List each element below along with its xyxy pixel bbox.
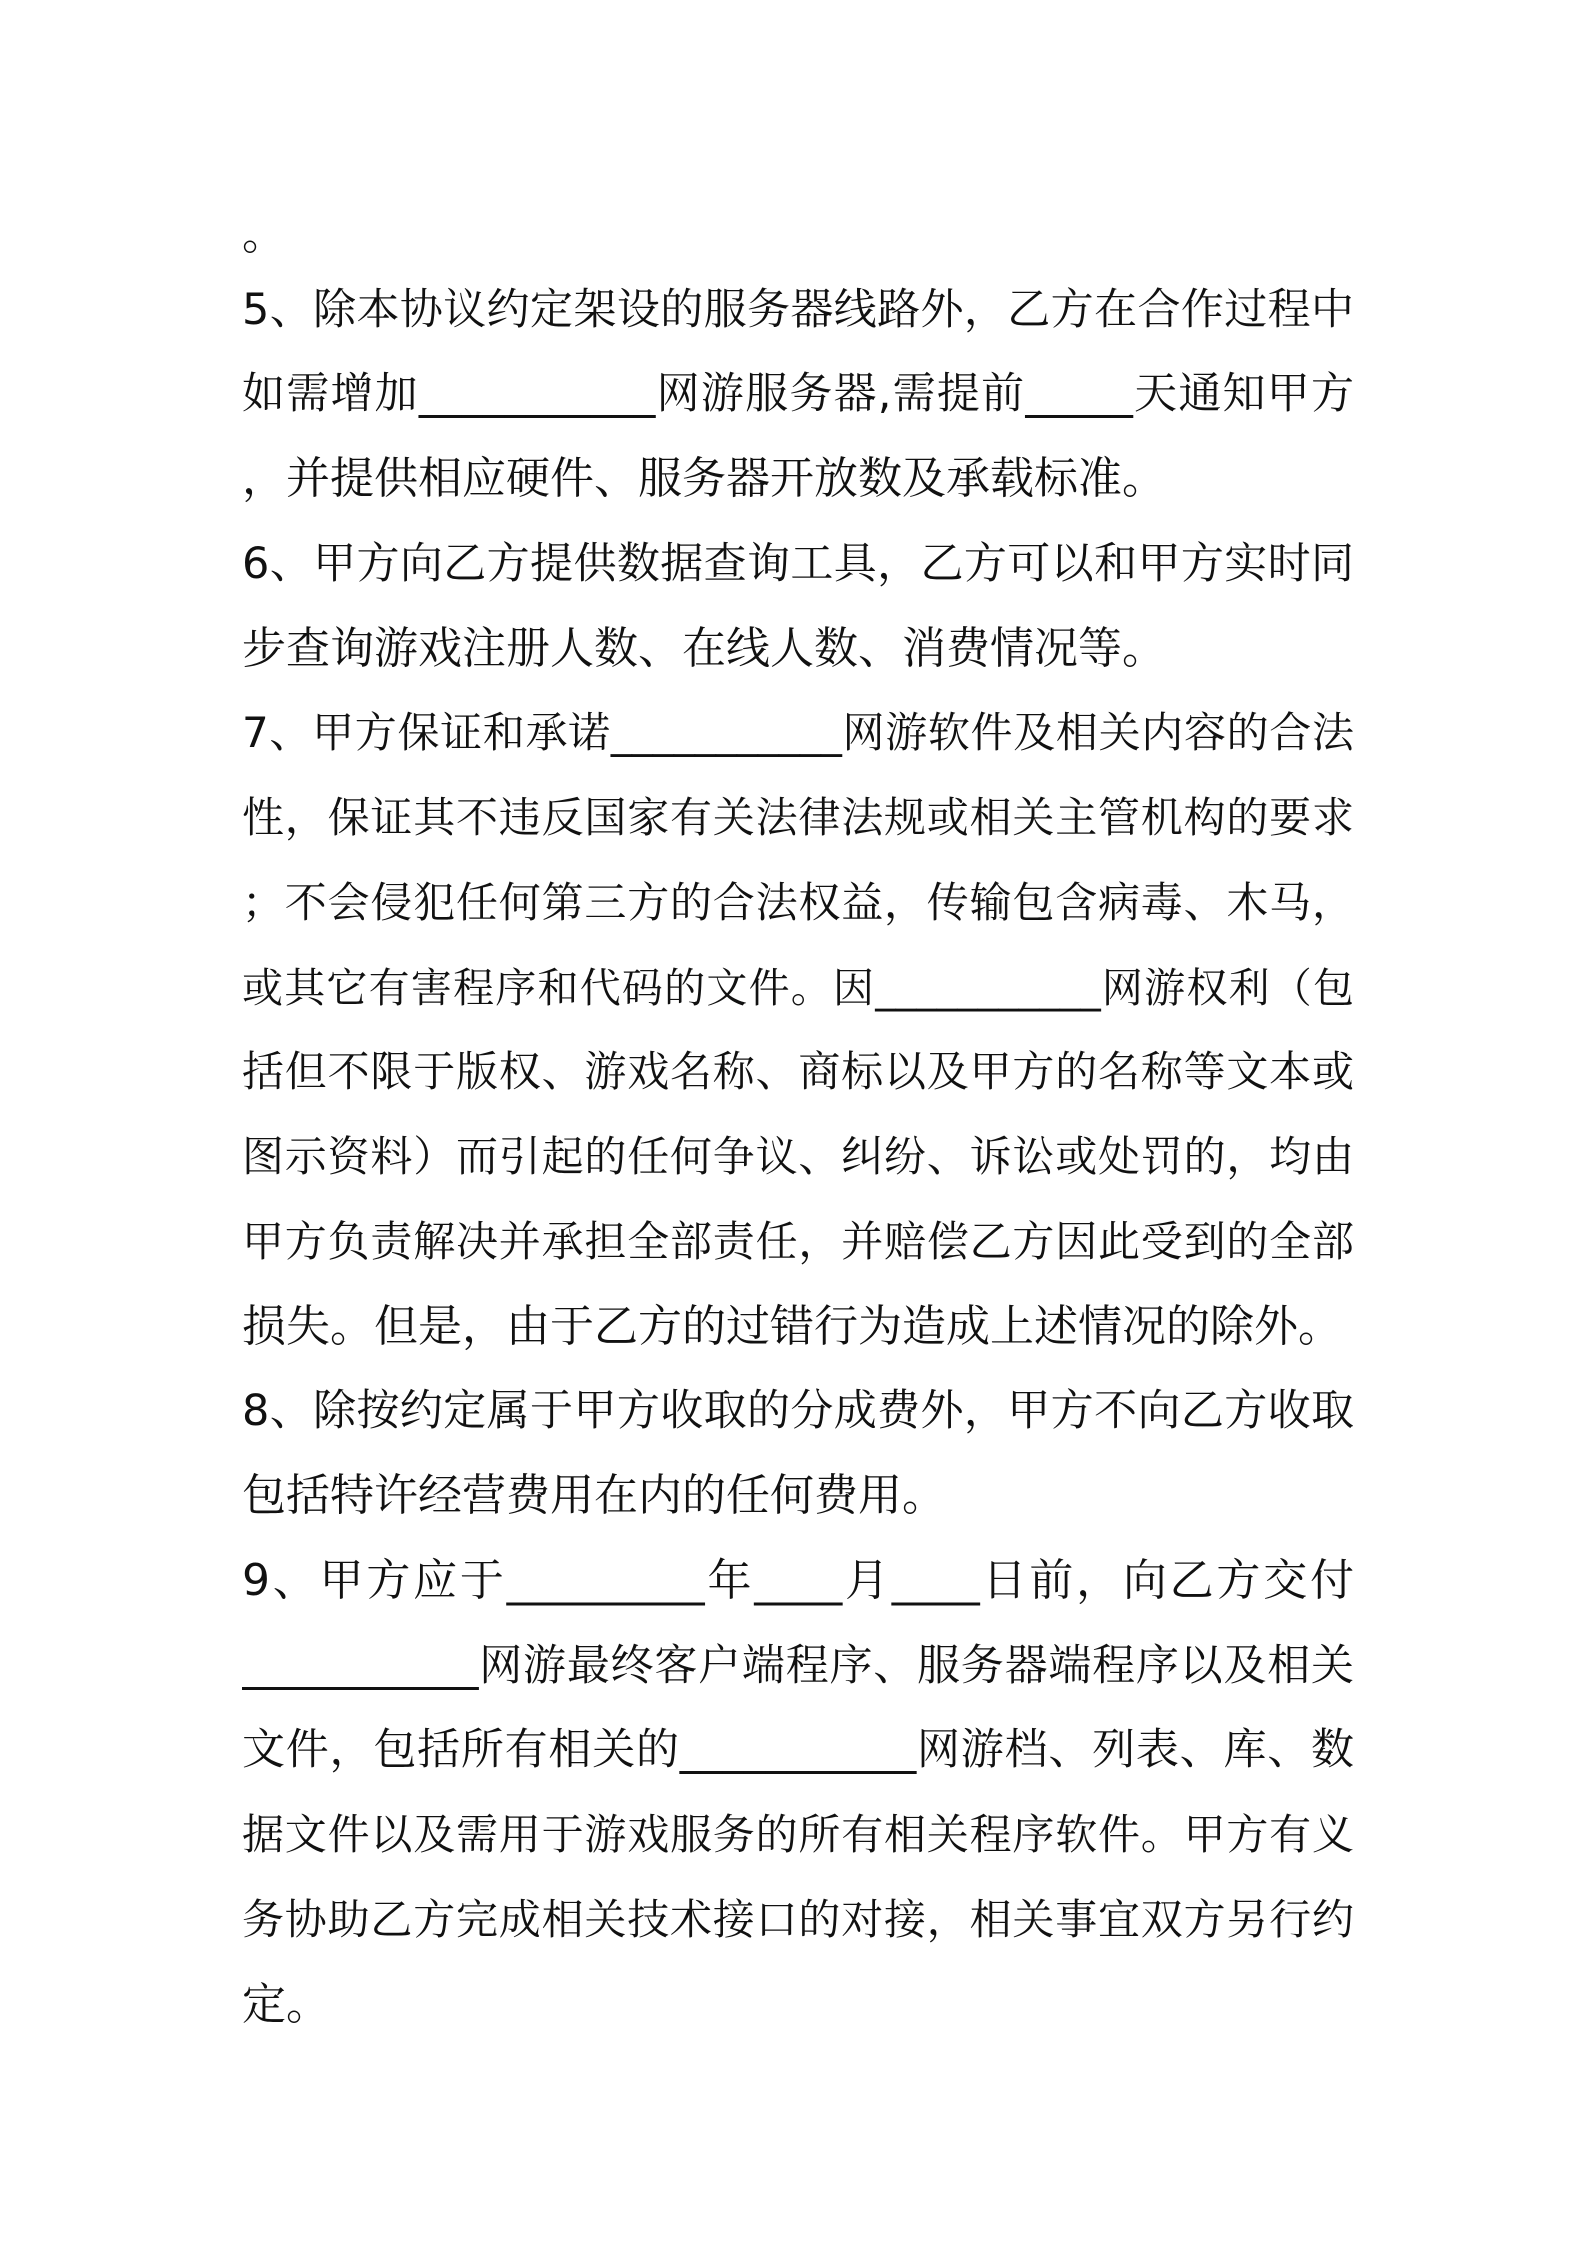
text-line: 如需增加___________网游服务器,需提前_____天通知甲方 <box>242 369 1354 419</box>
text-line: 文件，包括所有相关的___________网游档、列表、库、数 <box>242 1725 1354 1775</box>
text-line: 9、甲方应于_________年____月____日前，向乙方交付 <box>242 1555 1354 1606</box>
text-line: 定。 <box>242 1979 330 2030</box>
text-line: 6、甲方向乙方提供数据查询工具，乙方可以和甲方实时同 <box>242 539 1354 589</box>
text-line: 包括特许经营费用在内的任何费用。 <box>242 1470 946 1521</box>
text-line: 甲方负责解决并承担全部责任，并赔偿乙方因此受到的全部 <box>242 1217 1354 1266</box>
text-line: 7、甲方保证和承诺___________网游软件及相关内容的合法 <box>242 708 1354 757</box>
text-line: 。 <box>242 209 286 260</box>
text-line: 或其它有害程序和代码的文件。因___________网游权利（包 <box>242 964 1354 1012</box>
text-line: 8、除按约定属于甲方收取的分成费外，甲方不向乙方收取 <box>242 1386 1354 1436</box>
text-line: ___________网游最终客户端程序、服务器端程序以及相关 <box>242 1641 1354 1691</box>
text-line: 性，保证其不违反国家有关法律法规或相关主管机构的要求 <box>242 793 1354 842</box>
text-line: 务协助乙方完成相关技术接口的对接，相关事宜双方另行约 <box>242 1895 1354 1944</box>
text-line: ；不会侵犯任何第三方的合法权益，传输包含病毒、木马， <box>242 878 1354 927</box>
text-line: 步查询游戏注册人数、在线人数、消费情况等。 <box>242 623 1166 674</box>
text-line: ，并提供相应硬件、服务器开放数及承载标准。 <box>242 453 1166 504</box>
text-line: 损失。但是，由于乙方的过错行为造成上述情况的除外。 <box>242 1301 1342 1352</box>
text-line: 5、除本协议约定架设的服务器线路外，乙方在合作过程中 <box>242 285 1354 335</box>
text-line: 据文件以及需用于游戏服务的所有相关程序软件。甲方有义 <box>242 1810 1354 1859</box>
text-line: 图示资料）而引起的任何争议、纠纷、诉讼或处罚的，均由 <box>242 1132 1354 1181</box>
text-line: 括但不限于版权、游戏名称、商标以及甲方的名称等文本或 <box>242 1047 1354 1096</box>
